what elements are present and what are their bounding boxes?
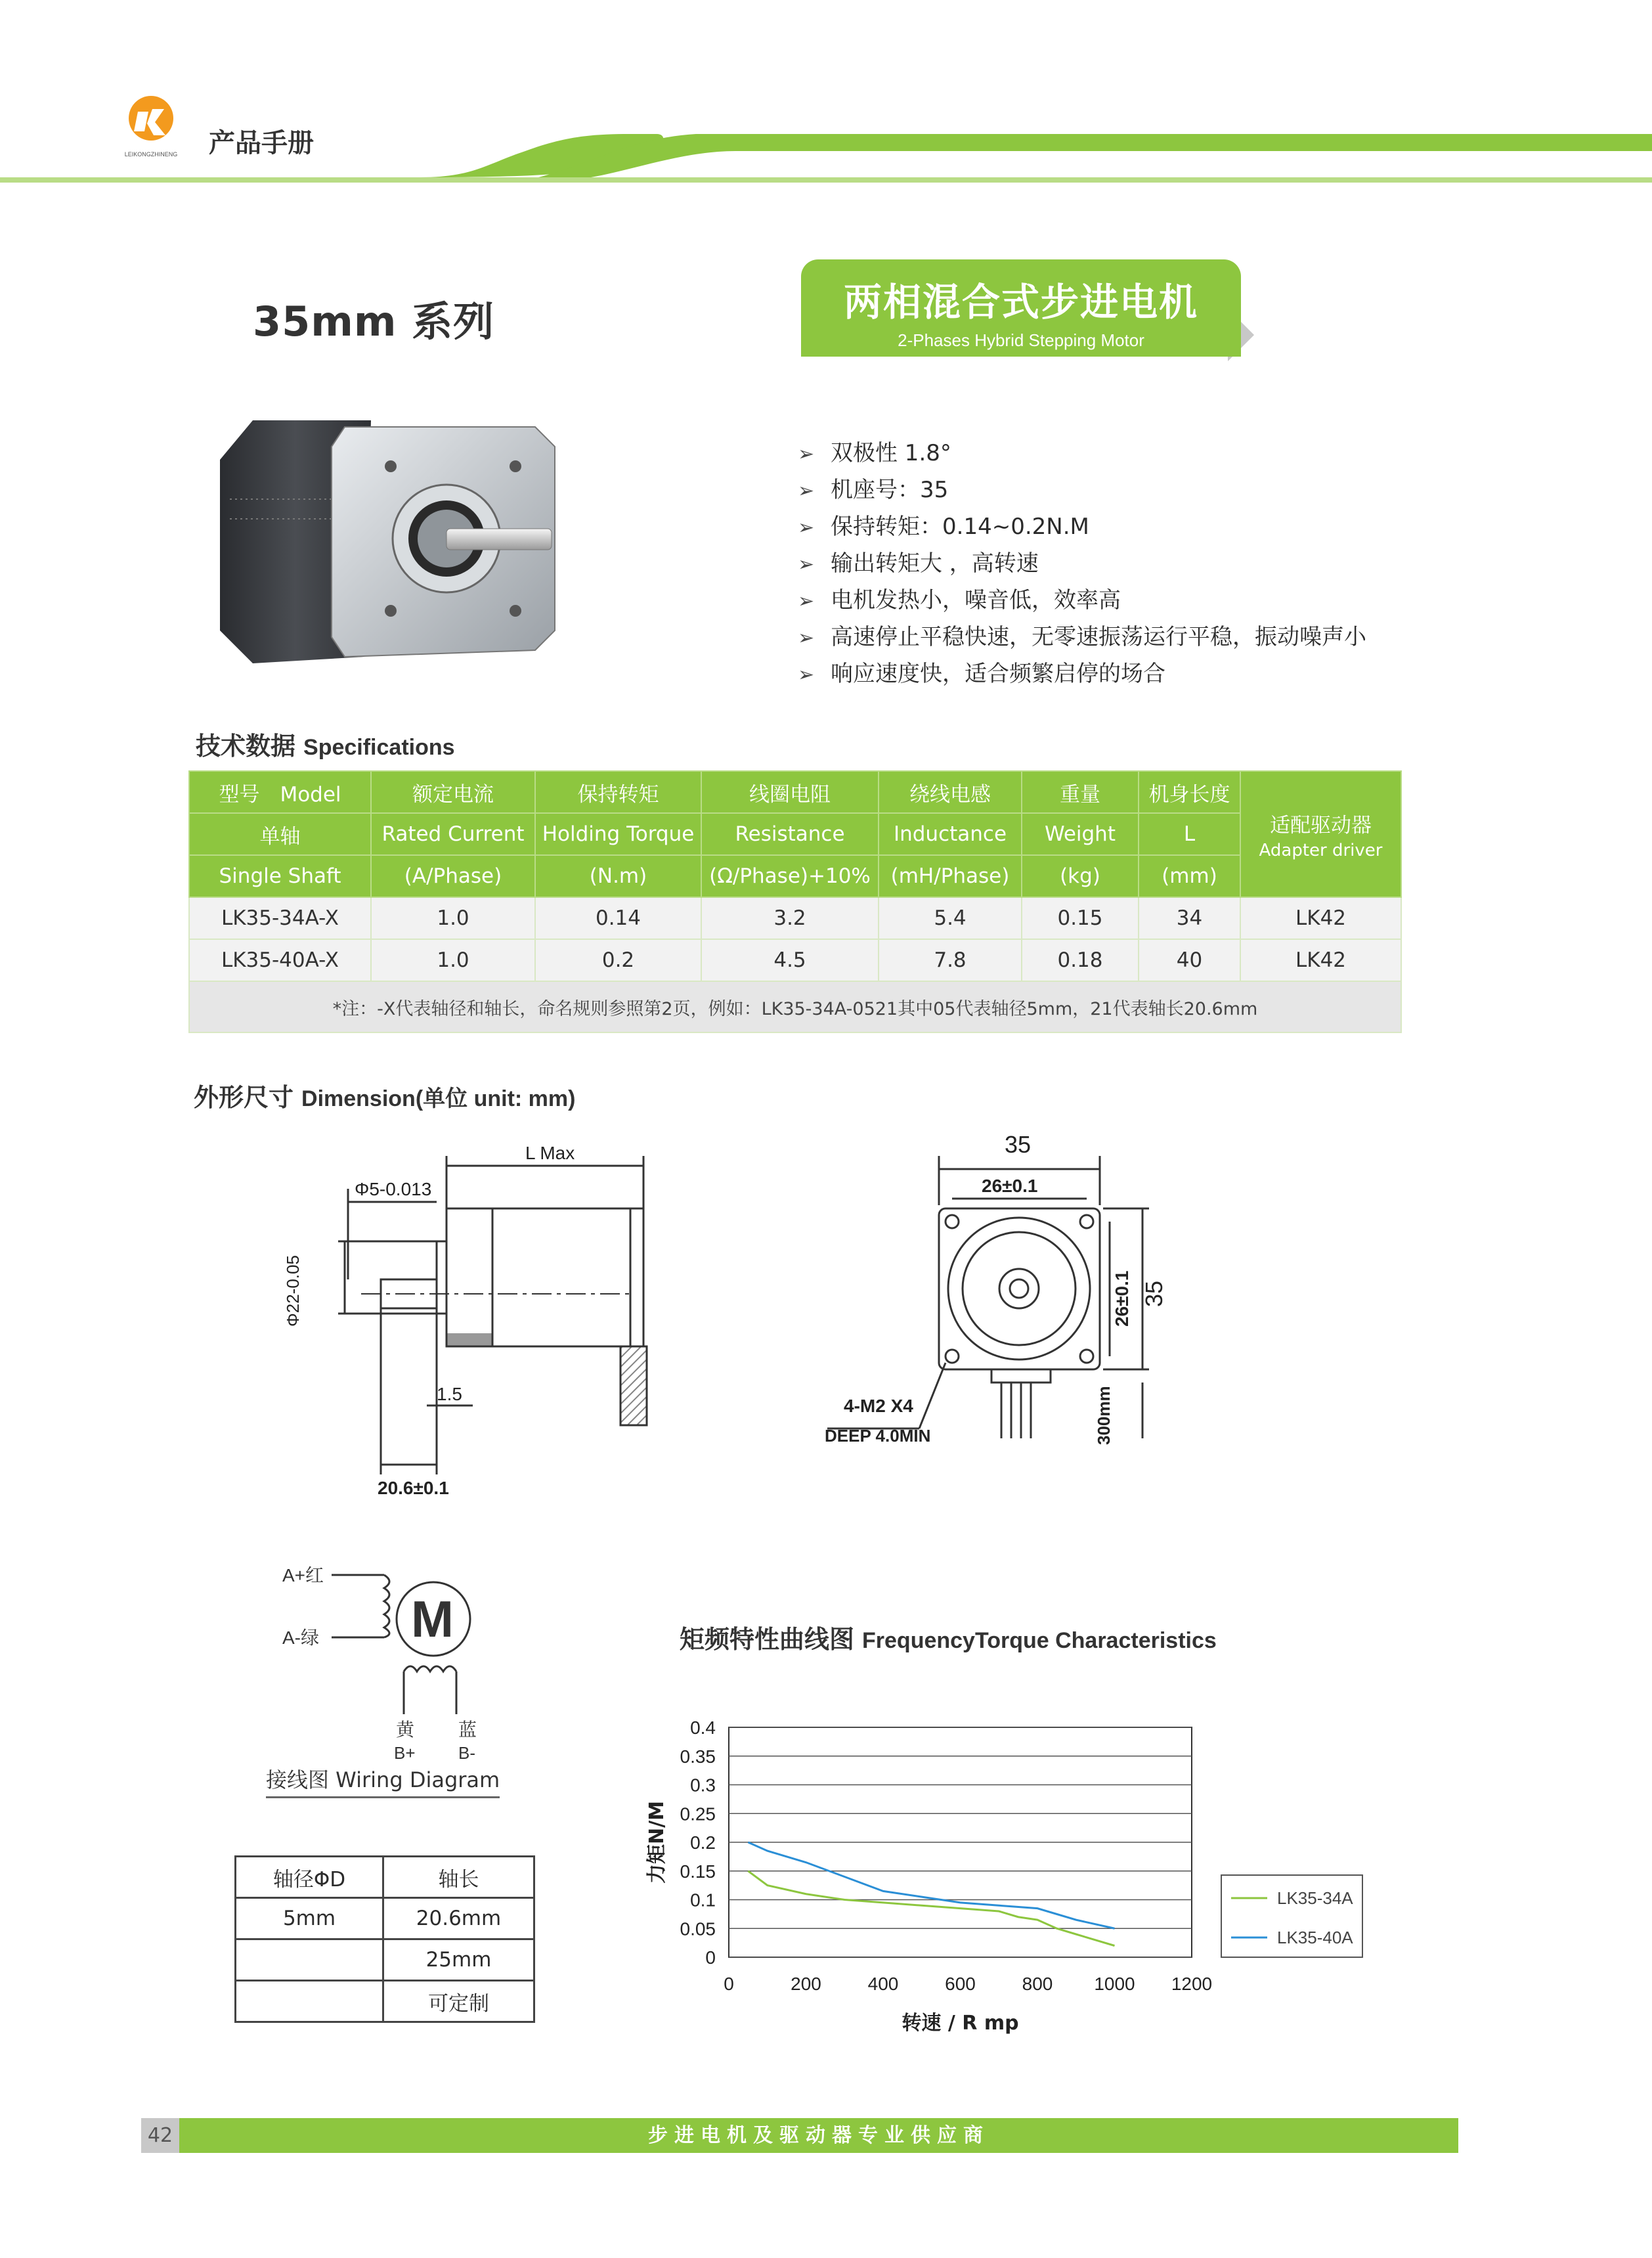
shaft-len-label: 20.6±0.1 bbox=[378, 1478, 449, 1498]
dimension-drawing bbox=[263, 1130, 1221, 1511]
table-row: LK35-40A-X 1.0 0.2 4.5 7.8 0.18 40 LK42 bbox=[189, 939, 1401, 981]
x-tick-label: 200 bbox=[791, 1974, 821, 1994]
motor-photo bbox=[213, 414, 568, 670]
deep-label: DEEP 4.0MIN bbox=[825, 1426, 931, 1446]
feature-item: ➢ 输出转矩大 ，高转速 bbox=[798, 545, 1366, 582]
spec-header-row: 型号 Model 额定电流 保持转矩 线圈电阻 绕线电感 重量 机身长度 适配驱动器 Adapter driver bbox=[189, 771, 1401, 813]
arrow-bullet-icon: ➢ bbox=[798, 663, 815, 686]
legend-label: LK35-40A bbox=[1277, 1928, 1353, 1947]
arrow-bullet-icon: ➢ bbox=[798, 479, 815, 502]
y-tick-label: 0 bbox=[705, 1947, 716, 1968]
table-row: 轴径ΦD 轴长 bbox=[236, 1857, 534, 1898]
y-tick-label: 0.35 bbox=[680, 1746, 716, 1767]
arrow-bullet-icon: ➢ bbox=[798, 553, 815, 576]
page-number: 42 bbox=[141, 2118, 179, 2153]
boss-len-label: 1.5 bbox=[437, 1384, 462, 1404]
feature-list bbox=[798, 435, 1366, 692]
spec-table bbox=[188, 770, 1402, 1033]
torque-chart-title: 矩频特性曲线图 FrequencyTorque Characteristics bbox=[680, 1625, 1217, 1654]
feature-item: ➢ 高速停止平稳快速，无零速振荡运行平稳，振动噪声小 bbox=[798, 619, 1366, 655]
wire-b-minus-color: 蓝 bbox=[458, 1719, 477, 1740]
spec-header-row: 单轴 Rated Current Holding Torque Resistance Inductance Weight L bbox=[189, 813, 1401, 855]
y-tick-label: 0.2 bbox=[690, 1832, 716, 1853]
shaft-table bbox=[234, 1855, 535, 2023]
badge-title-en: 2-Phases Hybrid Stepping Motor bbox=[898, 330, 1144, 350]
feature-item: ➢ 响应速度快，适合频繁启停的场合 bbox=[798, 655, 1366, 692]
x-tick-label: 800 bbox=[1022, 1974, 1053, 1994]
torque-chart bbox=[643, 1688, 1405, 2056]
spec-header-row: Single Shaft (A/Phase) (N.m) (Ω/Phase)+10% (mH/Phase) (kg) (mm) bbox=[189, 855, 1401, 897]
spec-note-row bbox=[189, 981, 1401, 1032]
logo-icon bbox=[118, 92, 184, 158]
arrow-bullet-icon: ➢ bbox=[798, 516, 815, 539]
l-max-label: L Max bbox=[525, 1143, 575, 1163]
arrow-bullet-icon: ➢ bbox=[798, 627, 815, 650]
height-label: 35 bbox=[1141, 1280, 1167, 1307]
adapter-header: 适配驱动器 Adapter driver bbox=[1240, 771, 1401, 897]
wire-a-minus: A-绿 bbox=[282, 1627, 320, 1648]
table-row: 可定制 bbox=[236, 1981, 534, 2022]
width-label: 35 bbox=[1005, 1131, 1032, 1158]
specs-title: 技术数据 Specifications bbox=[196, 732, 455, 761]
holes-label: 4-M2 X4 bbox=[844, 1396, 913, 1416]
wire-b-plus-color: 黄 bbox=[396, 1719, 415, 1740]
brand-title: 产品手册 bbox=[209, 128, 314, 158]
logo-wordmark: LEIKONGZHINENG bbox=[124, 151, 178, 158]
product-type-badge bbox=[801, 259, 1241, 357]
x-tick-label: 600 bbox=[945, 1974, 976, 1994]
hole-pitch-v-label: 26±0.1 bbox=[1112, 1270, 1132, 1327]
table-row: 25mm bbox=[236, 1939, 534, 1981]
badge-title-cn: 两相混合式步进电机 bbox=[843, 280, 1198, 324]
legend-label: LK35-34A bbox=[1277, 1888, 1353, 1908]
y-tick-label: 0.05 bbox=[680, 1918, 716, 1939]
y-tick-label: 0.25 bbox=[680, 1804, 716, 1825]
series-title: 35mm 系列 bbox=[253, 298, 495, 345]
x-tick-label: 1000 bbox=[1094, 1974, 1135, 1994]
series-line bbox=[748, 1842, 1114, 1928]
arrow-bullet-icon: ➢ bbox=[798, 590, 815, 613]
feature-item: ➢ 保持转矩：0.14~0.2N.M bbox=[798, 508, 1366, 545]
feature-item: ➢ 双极性 1.8° bbox=[798, 435, 1366, 472]
wiring-title: 接线图 Wiring Diagram bbox=[266, 1763, 500, 1798]
boss-dia-label: Φ22-0.05 bbox=[283, 1255, 303, 1327]
series-line bbox=[748, 1871, 1114, 1946]
motor-symbol: M bbox=[411, 1590, 454, 1648]
company-logo bbox=[118, 92, 184, 158]
x-axis-label: 转速 / R mp bbox=[902, 2012, 1019, 2035]
lead-length-label: 300mm bbox=[1094, 1386, 1114, 1445]
feature-item: ➢ 电机发热小，噪音低，效率高 bbox=[798, 582, 1366, 619]
x-tick-label: 400 bbox=[867, 1974, 899, 1994]
x-tick-label: 0 bbox=[724, 1974, 734, 1994]
hole-pitch-label: 26±0.1 bbox=[982, 1176, 1038, 1196]
x-tick-label: 1200 bbox=[1171, 1974, 1213, 1994]
spec-note: *注：-X代表轴径和轴长，命名规则参照第2页，例如：LK35-34A-0521其中05代表轴径5mm，21代表轴长20.6mm bbox=[189, 981, 1401, 1032]
feature-item: ➢ 机座号：35 bbox=[798, 472, 1366, 508]
footer-slogan: 步进电机及驱动器专业供应商 bbox=[179, 2118, 1458, 2153]
y-tick-label: 0.15 bbox=[680, 1861, 716, 1882]
wire-a-plus: A+红 bbox=[282, 1565, 324, 1585]
wire-b-minus: B- bbox=[458, 1743, 475, 1763]
shaft-dia-label: Φ5-0.013 bbox=[355, 1179, 432, 1199]
y-tick-label: 0.3 bbox=[690, 1775, 716, 1796]
wiring-diagram bbox=[263, 1550, 538, 1767]
dimension-title: 外形尺寸 Dimension(单位 unit: mm) bbox=[194, 1083, 576, 1112]
y-tick-label: 0.1 bbox=[690, 1890, 716, 1911]
y-tick-label: 0.4 bbox=[690, 1717, 716, 1738]
table-row: LK35-34A-X 1.0 0.14 3.2 5.4 0.15 34 LK42 bbox=[189, 897, 1401, 939]
wire-b-plus: B+ bbox=[394, 1743, 416, 1763]
table-row: 5mm 20.6mm bbox=[236, 1898, 534, 1939]
arrow-bullet-icon: ➢ bbox=[798, 443, 815, 466]
y-axis-label: 力矩N/M bbox=[645, 1801, 668, 1884]
